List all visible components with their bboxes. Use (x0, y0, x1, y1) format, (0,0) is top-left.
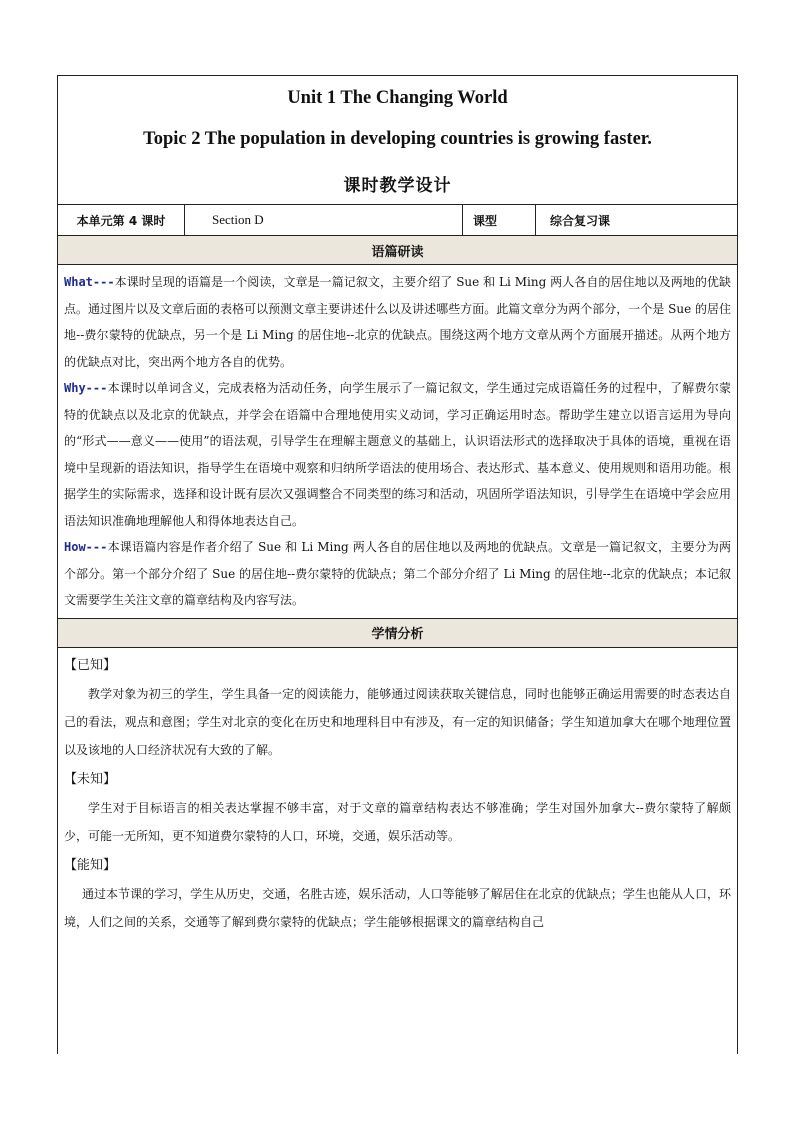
unknown-text: 学生对于目标语言的相关表达掌握不够丰富，对于文章的篇章结构表达不够准确；学生对国外加拿大--费尔蒙特了解颇少，可能一无所知，更不知道费尔蒙特的人口，环境，交通，娱乐活动等。 (64, 800, 731, 843)
learner-analysis-heading: 学情分析 (58, 619, 737, 648)
section-cell: Section D (185, 205, 463, 235)
what-paragraph (64, 269, 731, 375)
why-paragraph (64, 375, 731, 534)
text-study-body (58, 265, 737, 619)
text-study-heading: 语篇研读 (58, 236, 737, 265)
type-value-cell: 综合复习课 (550, 213, 611, 228)
known-text: 教学对象为初三的学生，学生具备一定的阅读能力，能够通过阅读获取关键信息，同时也能够正确运用需要的时态表达自己的看法，观点和意图；学生对北京的变化在历史和地理科目中有涉及，有一定的知识储备；学生知道加拿大在哪个地理位置以及该地的人口经济状况有大致的了解。 (64, 686, 731, 757)
type-label-cell: 课型 (463, 205, 536, 235)
how-label: How--- (64, 540, 108, 554)
lesson-plan-table (57, 75, 738, 1054)
able-text: 通过本节课的学习，学生从历史，交通，名胜古迹，娱乐活动，人口等能够了解居住在北京的优缺点；学生也能从人口，环境，人们之间的关系，交通等了解到费尔蒙特的优缺点；学生能够根据课文的篇章结构自己 (64, 886, 731, 929)
why-text: 本课时以单词含义，完成表格为活动任务，向学生展示了一篇记叙文，学生通过完成语篇任务的过程中，了解费尔蒙特的优缺点以及北京的优缺点，并学会在语篇中合理地使用实义动词，学习正确运用时态。帮助学生建立以语言运用为导向的“形式——意义——使用”的语法观，引导学生在理解主题意义的基础上，认识语法形式的选择取决于具体的语境，重视在语境中呈现新的语法知识，指导学生在语境中观察和归纳所学语法的使用场合、表达形式、基本意义、使用规则和语用功能。根据学生的实际需求，选择和设计既有层次又强调整合不同类型的练习和活动，巩固所学语法知识，引导学生在语境中学会应用语法知识准确地理解他人和得体地表达自己。 (64, 381, 731, 528)
what-label: What--- (64, 275, 115, 289)
info-row (58, 205, 737, 236)
title-block (58, 76, 737, 205)
learner-analysis-body (58, 648, 737, 936)
what-text: 本课时呈现的语篇是一个阅读，文章是一篇记叙文，主要介绍了 Sue 和 Li Ming 两人各自的居住地以及两地的优缺点。通过图片以及文章后面的表格可以预测文章主要讲述什么以及讲述哪些方面。此篇文章分为两个部分，一个是 Sue 的居住地--费尔蒙特的优缺点，另一个是 Li Ming 的居住地--北京的优缺点。围绕这两个地方文章从两个方面展开描述。从两个地方的优缺点对比，突出两个地方各自的优势。 (64, 275, 731, 369)
unknown-label: 【未知】 (64, 771, 117, 787)
how-text: 本课语篇内容是作者介绍了 Sue 和 Li Ming 两人各自的居住地以及两地的优缺点。文章是一篇记叙文，主要分为两个部分。第一个部分介绍了 Sue 的居住地--费尔蒙特的优缺点；第二个部分介绍了 Li Ming 的居住地--北京的优缺点；本记叙文需要学生关注文章的篇章结构及内容写法。 (64, 540, 731, 607)
able-label: 【能知】 (64, 857, 117, 873)
lesson-number-cell: 本单元第 4 课时 (58, 205, 185, 235)
how-paragraph (64, 534, 731, 614)
unit-title: Unit 1 The Changing World (287, 88, 508, 108)
design-title: 课时教学设计 (343, 176, 452, 196)
known-label: 【已知】 (64, 657, 117, 673)
topic-title: Topic 2 The population in developing countries is growing faster. (143, 129, 652, 149)
why-label: Why--- (64, 381, 108, 395)
